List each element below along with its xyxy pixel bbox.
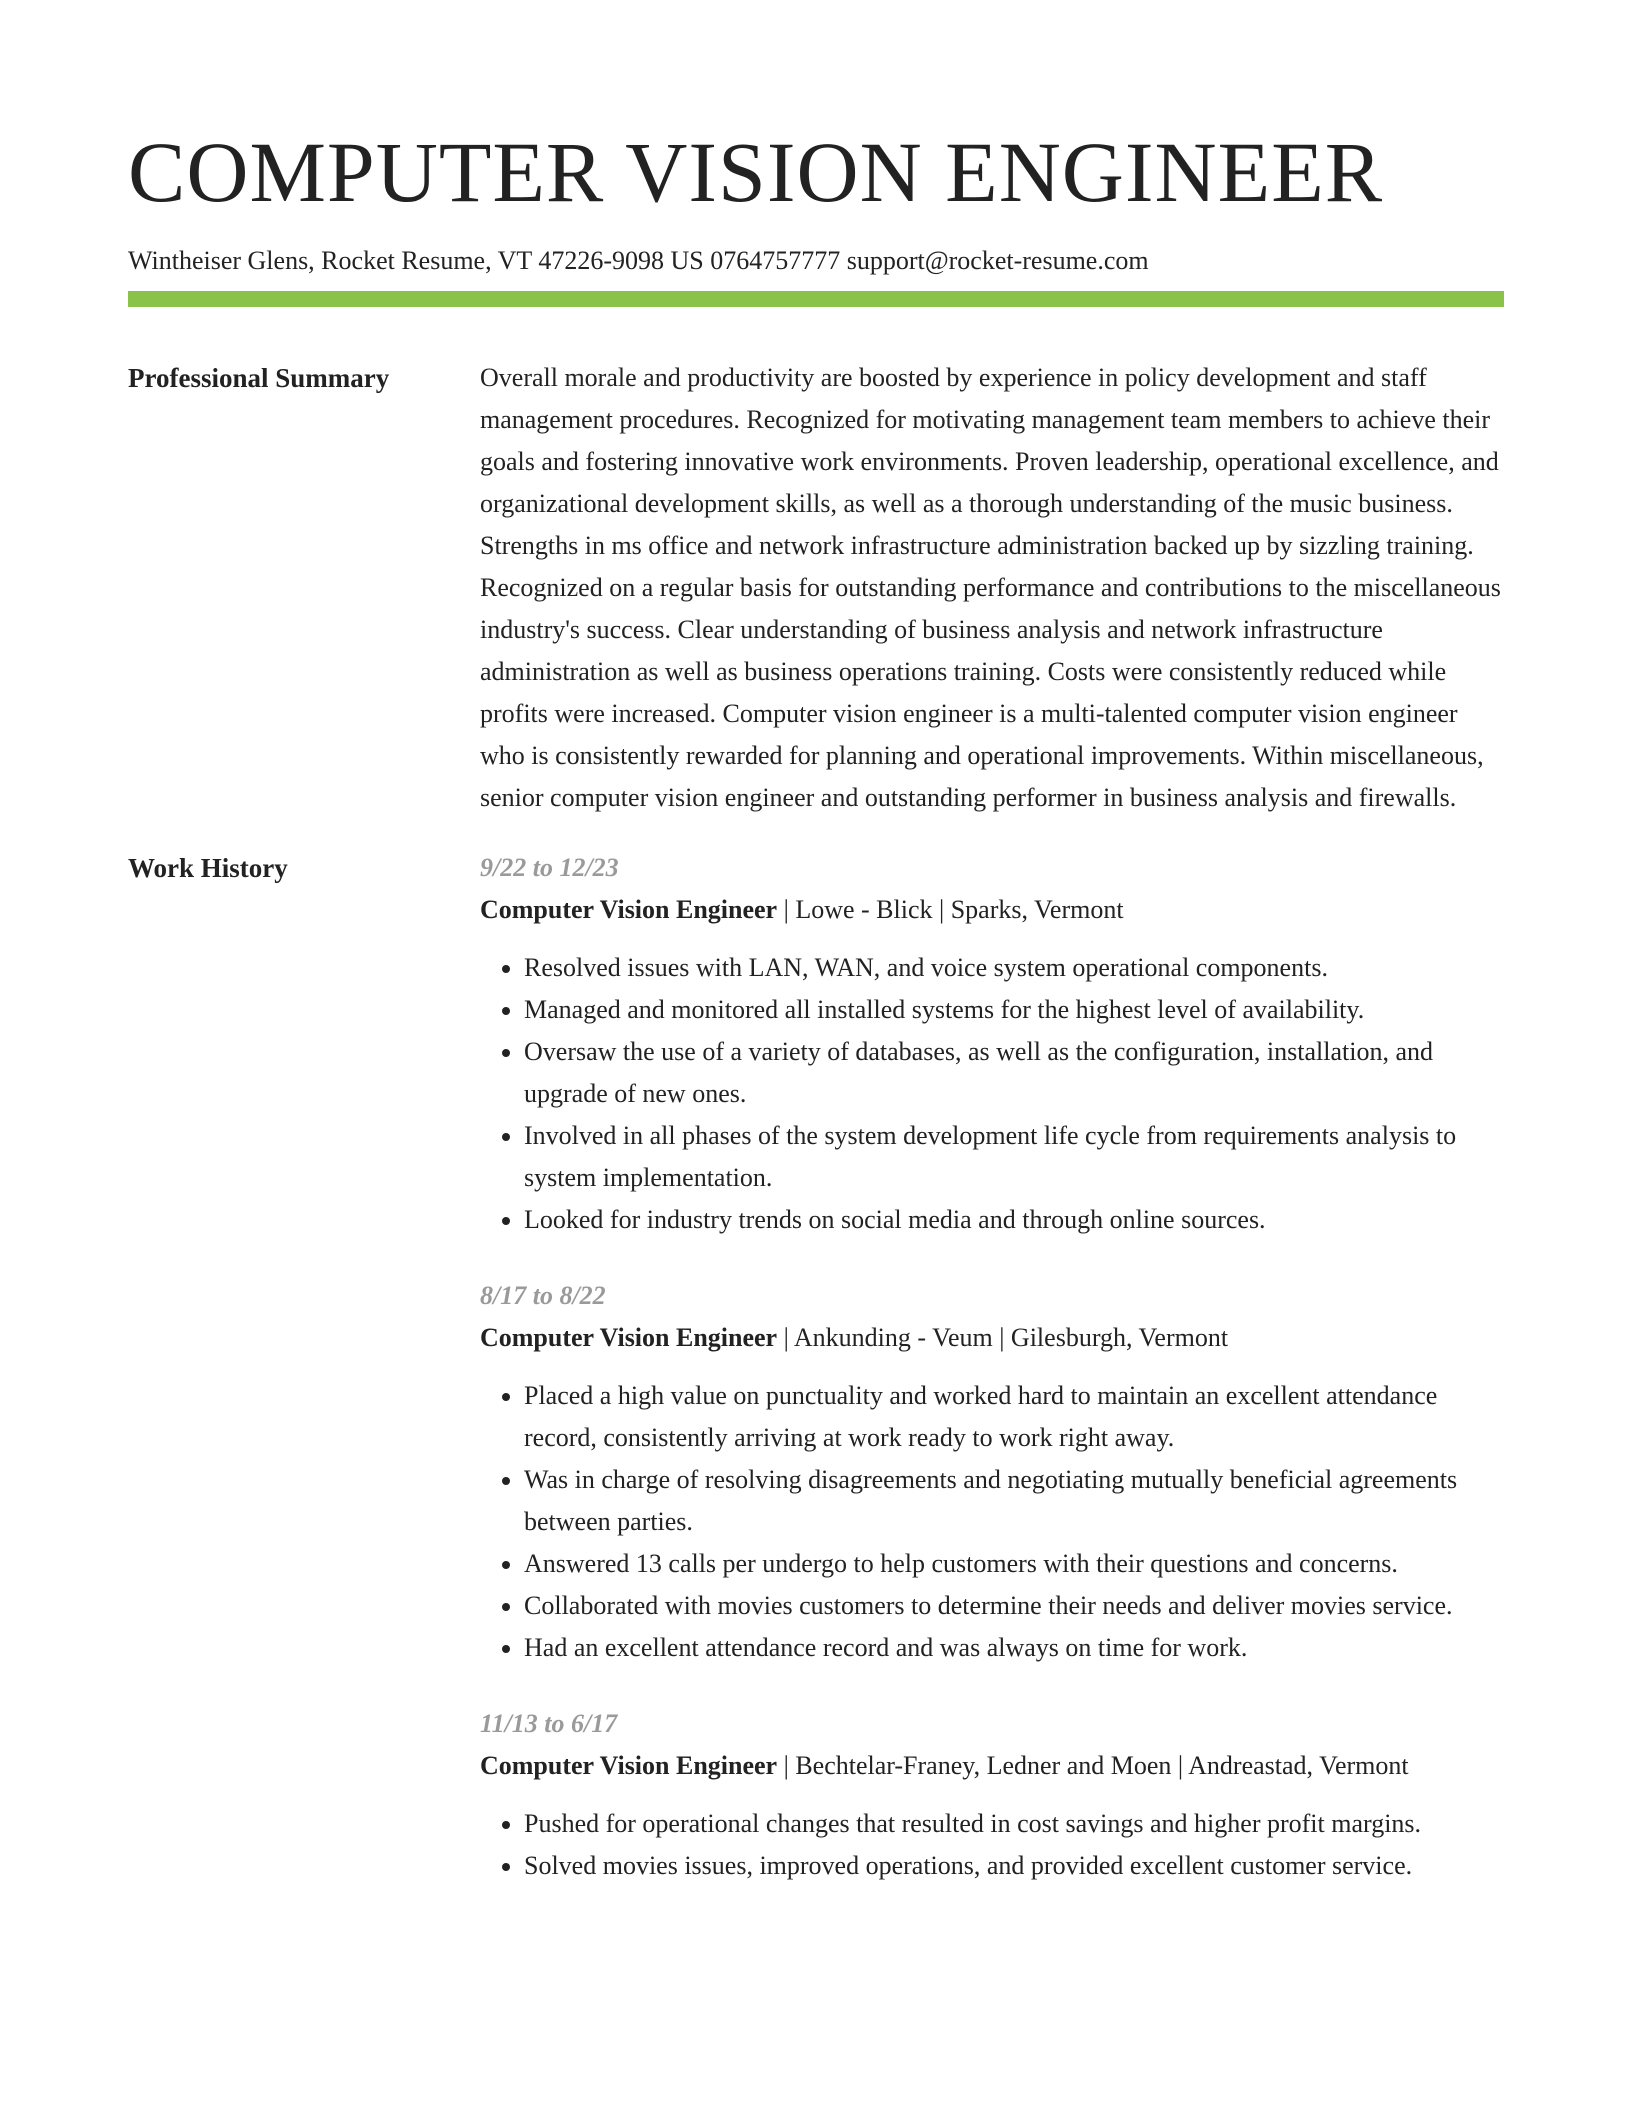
job-bullet: • Involved in all phases of the system development life cycle from requirements analysis to system implementation. [524, 1115, 1504, 1199]
job-details: | Ankunding - Veum | Gilesburgh, Vermont [777, 1323, 1229, 1352]
job-title: Computer Vision Engineer [480, 1323, 778, 1352]
job-bullet: • Oversaw the use of a variety of databases, as well as the configuration, installation, and upgrade of new ones. [524, 1031, 1504, 1115]
job-bullet: • Placed a high value on punctuality and worked hard to maintain an excellent attendance record, consistently arriving at work ready to work right away. [524, 1375, 1504, 1459]
resume-page [128, 0, 1504, 1921]
job-header [480, 889, 1504, 931]
section-label-work: Work History [128, 853, 288, 883]
job-header [480, 1745, 1504, 1787]
job-entry [480, 1275, 1504, 1669]
job-title: Computer Vision Engineer [480, 1751, 778, 1780]
header-divider [128, 291, 1504, 307]
job-bullet: • Looked for industry trends on social media and through online sources. [524, 1199, 1504, 1241]
job-bullet-list [480, 1803, 1504, 1887]
work-body [480, 847, 1504, 1921]
job-bullet: • Answered 13 calls per undergo to help customers with their questions and concerns. [524, 1543, 1504, 1585]
job-bullet-list [480, 1375, 1504, 1669]
summary-body [480, 357, 1504, 819]
job-bullet: • Resolved issues with LAN, WAN, and voice system operational components. [524, 947, 1504, 989]
job-bullet: • Had an excellent attendance record and was always on time for work. [524, 1627, 1504, 1669]
contact-line: Wintheiser Glens, Rocket Resume, VT 47226-9098 US 0764757777 support@rocket-resume.com [128, 246, 1149, 275]
job-details: | Bechtelar-Franey, Ledner and Moen | Andreastad, Vermont [777, 1751, 1409, 1780]
job-bullet-list [480, 947, 1504, 1241]
job-bullet: • Pushed for operational changes that resulted in cost savings and higher profit margins. [524, 1803, 1504, 1845]
job-header [480, 1317, 1504, 1359]
job-bullet: • Collaborated with movies customers to determine their needs and deliver movies service. [524, 1585, 1504, 1627]
summary-text: Overall morale and productivity are boosted by experience in policy development and staff management procedures. Recognized for motivating management team members to achieve their goals and fostering innovative work environments. Proven leadership, operational excellence, and organizational development skills, as well as a thorough understanding of the music business. Strengths in ms office and network infrastructure administration backed up by sizzling training. Recognized on a regular basis for outstanding performance and contributions to the miscellaneous industry's success. Clear understanding of business analysis and network infrastructure administration as well as business operations training. Costs were consistently reduced while profits were increased. Computer vision engineer is a multi-talented computer vision engineer who is consistently rewarded for planning and operational improvements. Within miscellaneous, senior computer vision engineer and outstanding performer in business analysis and firewalls. [480, 363, 1501, 812]
job-dates: 8/17 to 8/22 [480, 1281, 606, 1310]
job-bullet: • Managed and monitored all installed systems for the highest level of availability. [524, 989, 1504, 1031]
job-bullet: • Was in charge of resolving disagreements and negotiating mutually beneficial agreements between parties. [524, 1459, 1504, 1543]
resume-title: COMPUTER VISION ENGINEER [128, 124, 1384, 220]
job-dates: 11/13 to 6/17 [480, 1709, 618, 1738]
job-title: Computer Vision Engineer [480, 895, 778, 924]
job-entry [480, 847, 1504, 1241]
job-dates: 9/22 to 12/23 [480, 853, 619, 882]
work-history-section [128, 847, 1504, 1921]
job-bullet: • Solved movies issues, improved operations, and provided excellent customer service. [524, 1845, 1504, 1887]
job-details: | Lowe - Blick | Sparks, Vermont [777, 895, 1124, 924]
professional-summary-section [128, 357, 1504, 819]
job-entry [480, 1703, 1504, 1887]
section-label-summary: Professional Summary [128, 363, 390, 393]
